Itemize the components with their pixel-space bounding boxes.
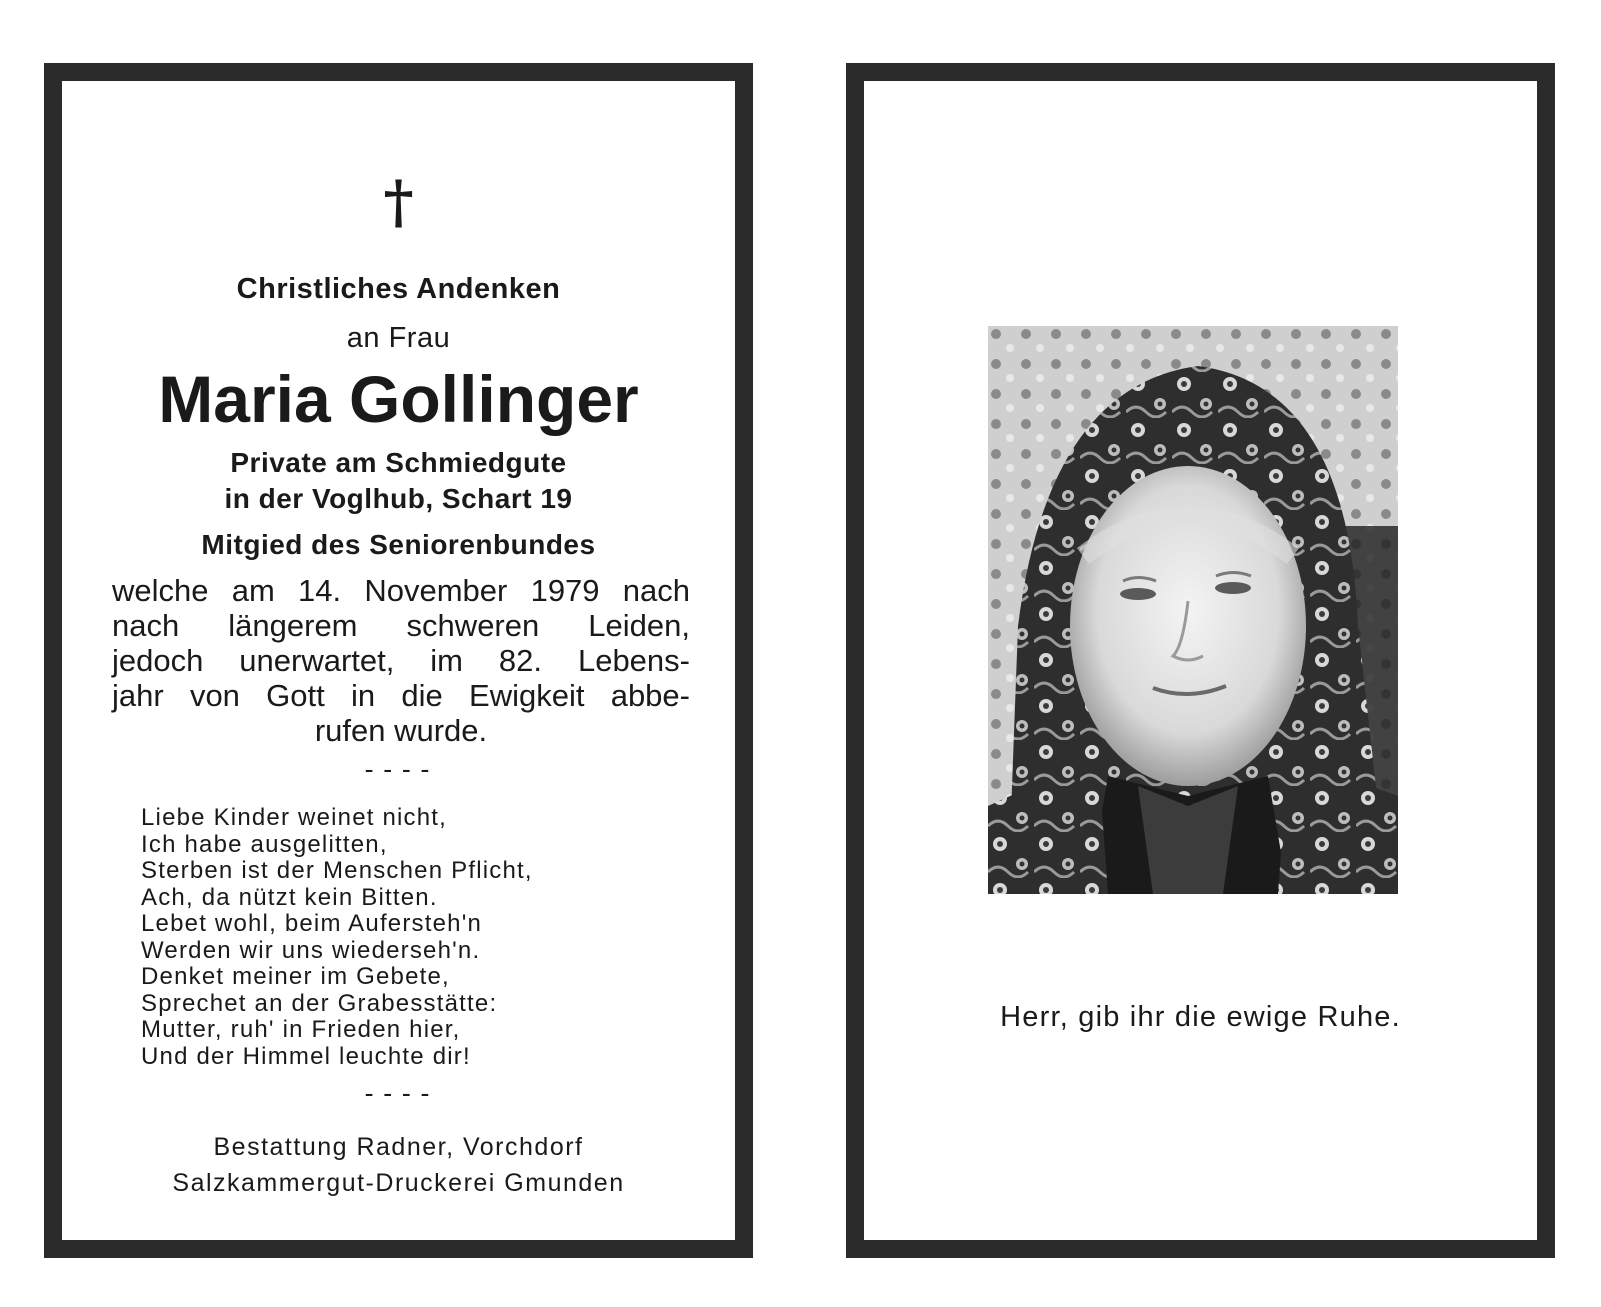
poem [141, 805, 533, 1070]
salutation: an Frau [346, 322, 451, 354]
poem-line: Mutter, ruh' in Frieden hier, [141, 1016, 461, 1043]
obituary-line: welche am 14. November 1979 nach [112, 573, 690, 608]
portrait-illustration [988, 326, 1398, 894]
obituary-line: rufen wurde. [314, 713, 488, 748]
poem-line: Denket meiner im Gebete, [141, 963, 450, 990]
obituary-text [112, 573, 690, 748]
cross-icon: † [383, 168, 414, 236]
card-heading: Christliches Andenken [236, 273, 561, 305]
poem-line: Werden wir uns wiederseh'n. [141, 936, 481, 964]
obituary-line: jedoch unerwartet, im 82. Lebens- [112, 643, 690, 678]
detail-line-residence: Private am Schmiedgute [230, 447, 567, 478]
prayer-text: Herr, gib ihr die ewige Ruhe. [1000, 1001, 1401, 1033]
footer-printer: Salzkammergut-Druckerei Gmunden [172, 1169, 625, 1197]
separator-top: ---- [361, 755, 436, 785]
detail-line-membership: Mitgied des Seniorenbundes [201, 529, 596, 560]
obituary-line: nach längerem schweren Leiden, [112, 608, 690, 643]
poem-line: Ich habe ausgelitten, [141, 830, 388, 858]
memorial-card-text-side [44, 63, 753, 1258]
deceased-name: Maria Gollinger [158, 362, 639, 436]
separator-bottom: ---- [361, 1079, 436, 1109]
poem-line: Lebet wohl, beim Aufersteh'n [141, 910, 483, 937]
poem-line: Sterben ist der Menschen Pflicht, [141, 857, 533, 884]
footer-funeral-home: Bestattung Radner, Vorchdorf [213, 1133, 584, 1161]
poem-line: Liebe Kinder weinet nicht, [141, 804, 448, 831]
memorial-card-photo-side [846, 63, 1555, 1258]
poem-line: Sprechet an der Grabesstätte: [141, 989, 498, 1017]
detail-line-address: in der Voglhub, Schart 19 [224, 483, 573, 514]
obituary-line: jahr von Gott in die Ewigkeit abbe- [112, 678, 690, 713]
portrait-photo [988, 326, 1398, 894]
poem-line: Und der Himmel leuchte dir! [141, 1042, 471, 1070]
poem-line: Ach, da nützt kein Bitten. [141, 883, 438, 911]
